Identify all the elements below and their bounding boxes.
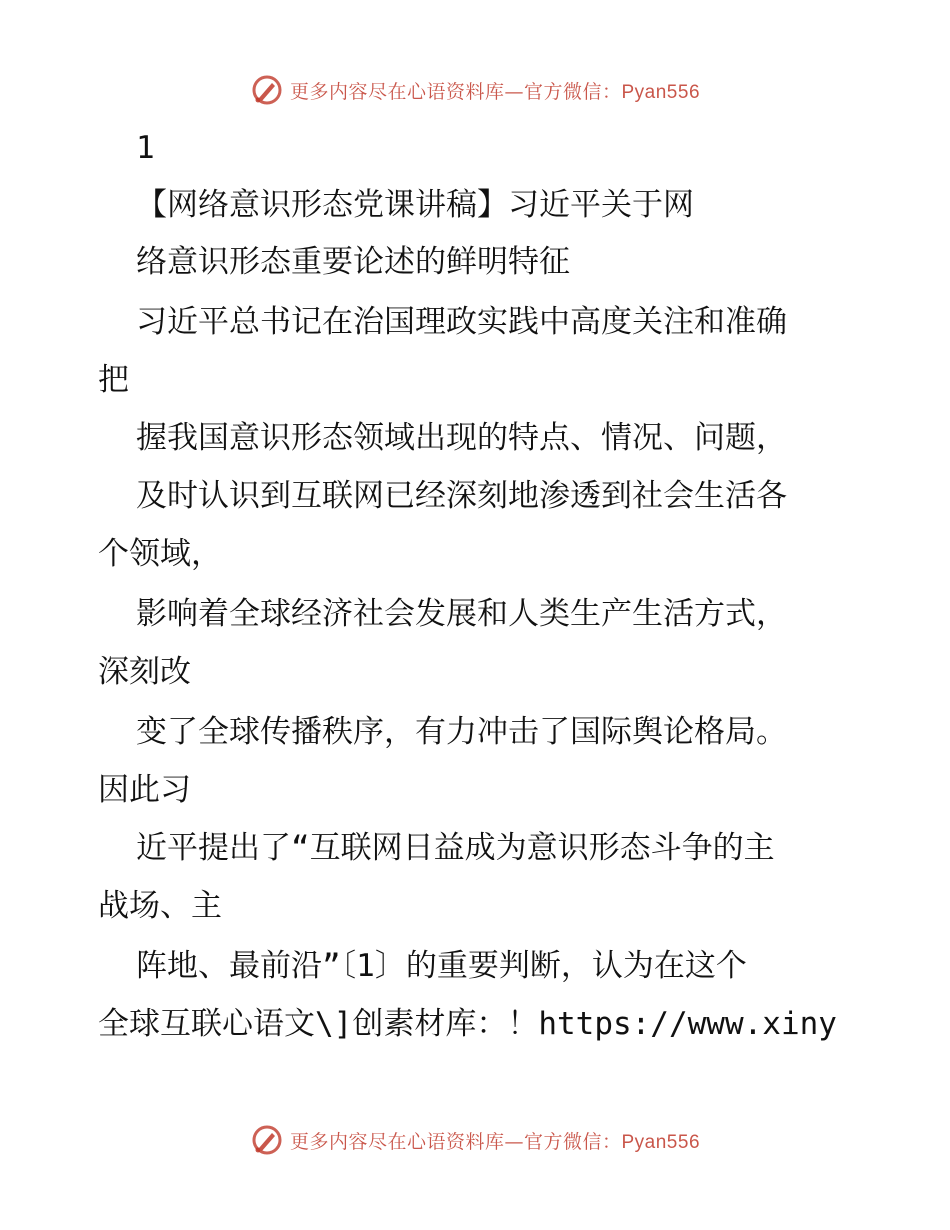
watermark-text: 更多内容尽在心语资料库—官方微信：Pyan556 <box>289 1130 701 1153</box>
pen-circle-logo-icon <box>250 1123 284 1157</box>
text-line: 络意识形态重要论述的鲜明特征 <box>136 244 570 280</box>
text-line: 习近平总书记在治国理政实践中高度关注和准确 <box>136 304 787 340</box>
text-line: 变了全球传播秩序，有力冲击了国际舆论格局。 <box>136 714 787 750</box>
text-line: 近平提出了“互联网日益成为意识形态斗争的主 <box>136 830 775 866</box>
text-line: 深刻改 <box>98 654 191 690</box>
text-line: 全球互联心语文\]创素材库：！https://www.xiny <box>98 1006 837 1042</box>
watermark-wechat-id: Pyan556 <box>621 1131 701 1153</box>
text-line: 影响着全球经济社会发展和人类生产生活方式， <box>136 596 787 632</box>
page-number: 1 <box>136 130 155 166</box>
pen-circle-logo-icon <box>250 73 284 107</box>
text-line: 阵地、最前沿”〔1〕的重要判断，认为在这个 <box>136 948 747 984</box>
text-line: 个领域， <box>98 536 222 572</box>
text-line: 因此习 <box>98 772 191 808</box>
text-line: 及时认识到互联网已经深刻地渗透到社会生活各 <box>136 478 787 514</box>
header-watermark <box>0 70 950 110</box>
text-line: 战场、主 <box>98 888 222 924</box>
text-line: 【网络意识形态党课讲稿】习近平关于网 <box>136 187 694 223</box>
watermark-wechat-id: Pyan556 <box>621 81 701 103</box>
watermark-text: 更多内容尽在心语资料库—官方微信：Pyan556 <box>289 80 701 103</box>
text-line: 把 <box>98 362 129 398</box>
footer-watermark <box>0 1120 950 1160</box>
text-line: 握我国意识形态领域出现的特点、情况、问题， <box>136 420 787 456</box>
